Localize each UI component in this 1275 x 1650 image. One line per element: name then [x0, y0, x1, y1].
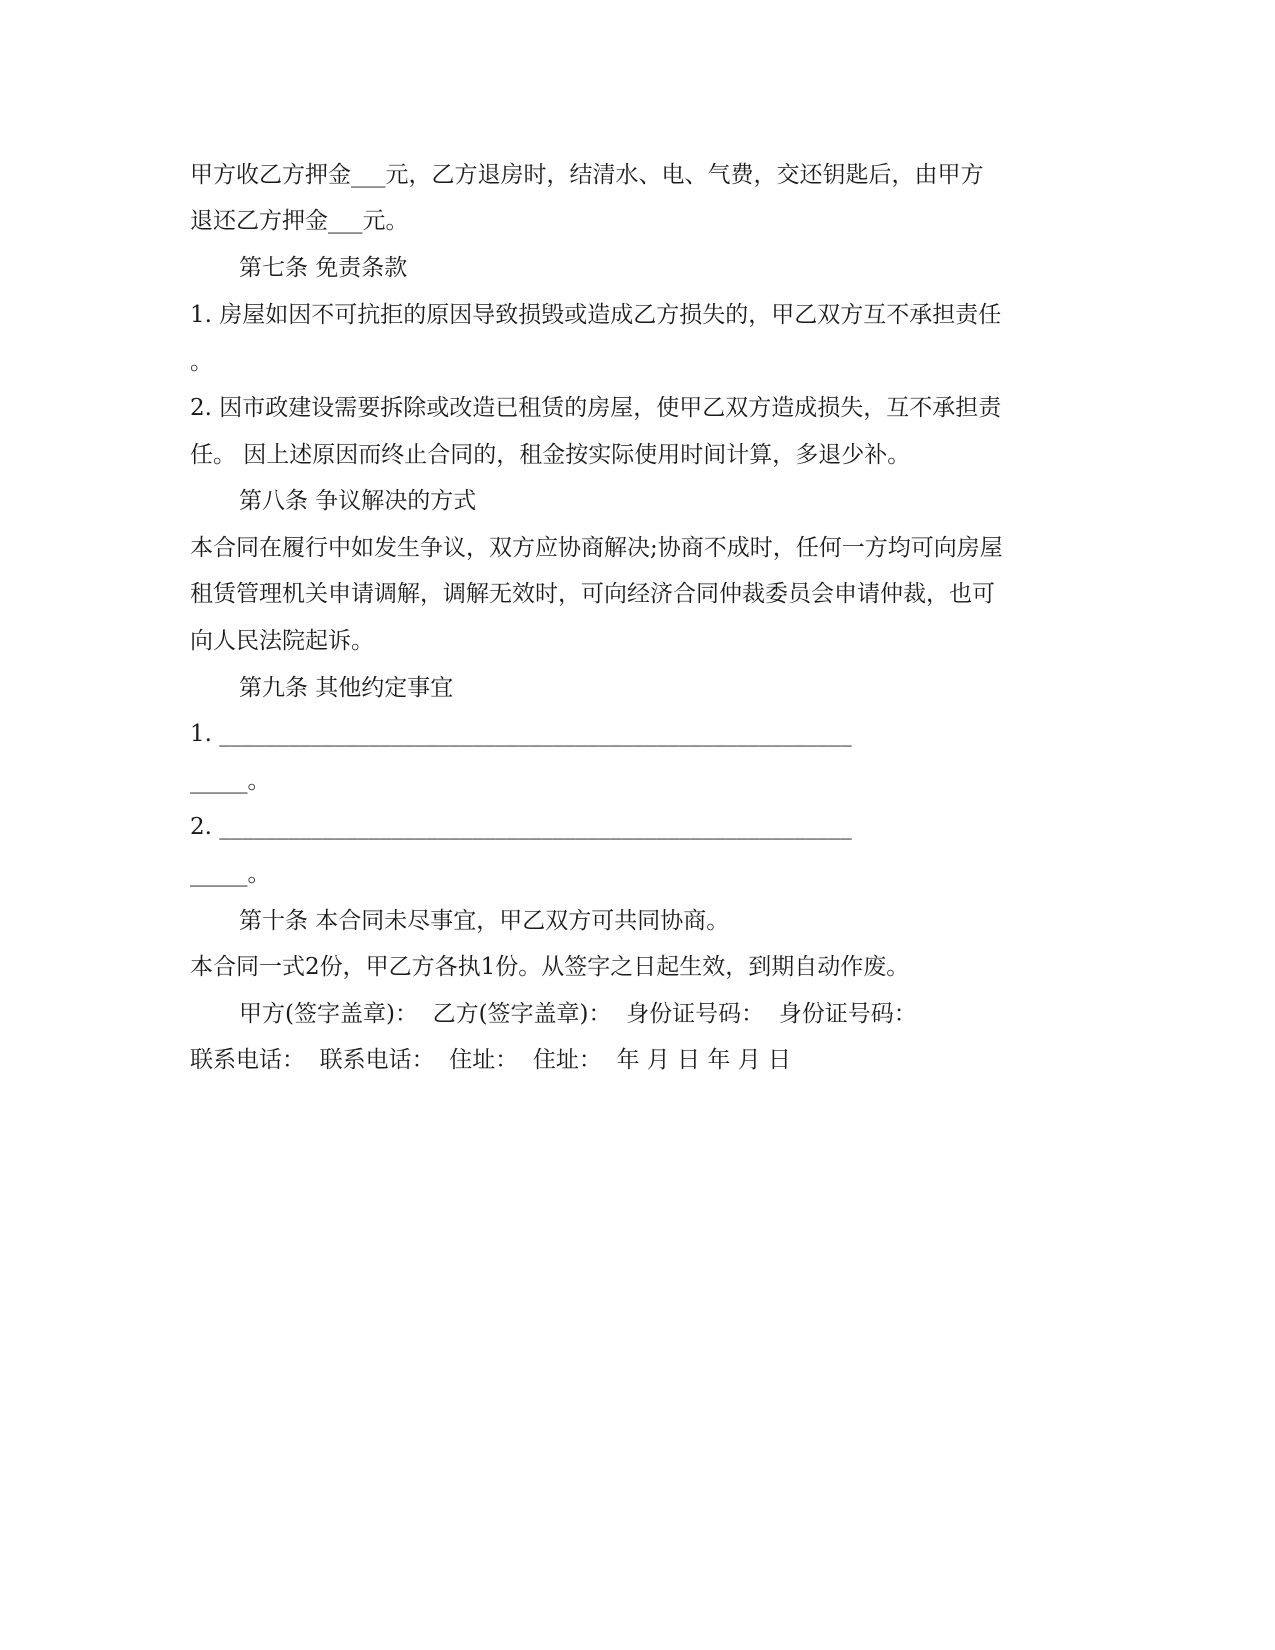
article-9-item-2-cont: _____。 [190, 861, 271, 887]
copies-clause: 本合同一式2份，甲乙方各执1份。从签字之日起生效，到期自动作废。 [190, 954, 910, 980]
article-8-text-line-3: 向人民法院起诉。 [190, 628, 374, 654]
article-10-heading: 第十条 本合同未尽事宜，甲乙双方可共同协商。 [239, 908, 730, 934]
deposit-clause-line-2: 退还乙方押金___元。 [190, 208, 409, 234]
article-9-item-2: 2. _______________________________________________________ [190, 814, 852, 840]
article-9-heading: 第九条 其他约定事宜 [239, 675, 454, 701]
article-7-heading: 第七条 免责条款 [239, 255, 408, 281]
article-7-item-1-cont: 。 [190, 349, 213, 375]
article-7-item-2: 2. 因市政建设需要拆除或改造已租赁的房屋，使甲乙双方造成损失，互不承担责 [190, 395, 1002, 421]
contact-line: 联系电话： 联系电话： 住址： 住址： 年 月 日 年 月 日 [190, 1047, 792, 1073]
article-7-item-1: 1. 房屋如因不可抗拒的原因导致损毁或造成乙方损失的，甲乙双方互不承担责任 [190, 302, 1002, 328]
article-9-item-1-cont: _____。 [190, 768, 271, 794]
article-8-heading: 第八条 争议解决的方式 [239, 488, 477, 514]
signature-line: 甲方(签字盖章)： 乙方(签字盖章)： 身份证号码： 身份证号码： [239, 1001, 917, 1027]
article-8-text-line-2: 租赁管理机关申请调解，调解无效时，可向经济合同仲裁委员会申请仲裁，也可 [190, 581, 995, 607]
article-7-item-2-cont: 任。 因上述原因而终止合同的，租金按实际使用时间计算，多退少补。 [190, 442, 911, 468]
article-9-item-1: 1. _______________________________________________________ [190, 721, 852, 747]
deposit-clause-line-1: 甲方收乙方押金___元，乙方退房时，结清水、电、气费，交还钥匙后，由甲方 [190, 162, 984, 188]
article-8-text-line-1: 本合同在履行中如发生争议，双方应协商解决;协商不成时，任何一方均可向房屋 [190, 535, 1003, 561]
